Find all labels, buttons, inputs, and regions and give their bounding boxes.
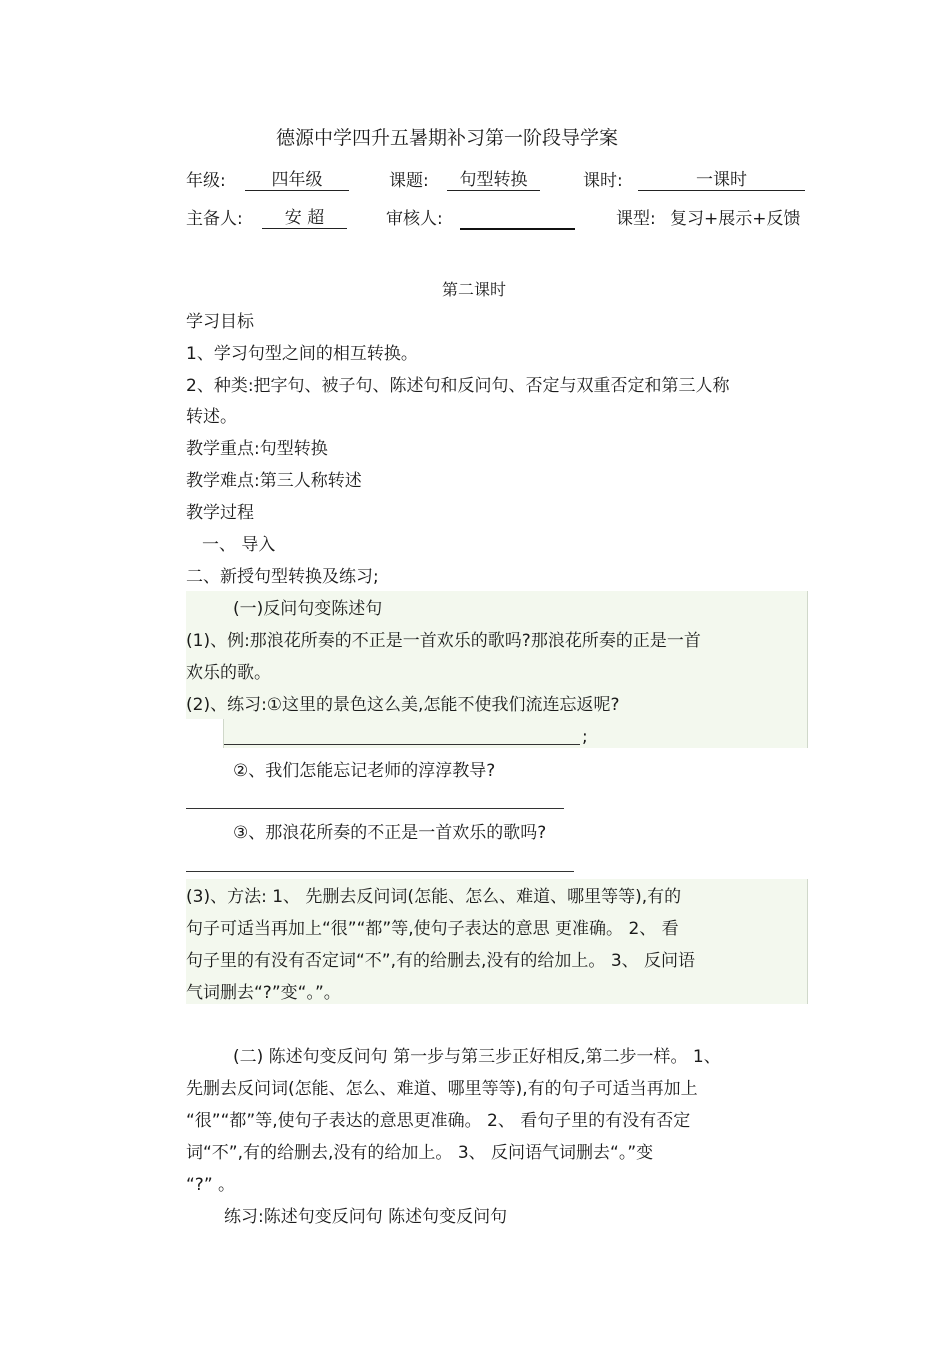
- type-label: 课型:: [616, 209, 656, 229]
- author-value: 安 超: [262, 208, 347, 229]
- objectives-heading: 学习目标: [186, 312, 254, 332]
- answer-line-3: [186, 871, 574, 872]
- type-value: 复习+展示+反馈: [670, 209, 801, 229]
- objective-item-2-cont: 转述。: [186, 407, 237, 427]
- method-line-4: 气词删去“?”变“。”。: [186, 983, 341, 1003]
- topic-value: 句型转换: [447, 170, 540, 191]
- section1-border: [807, 591, 808, 748]
- method-line-2: 句子可适当再加上“很”“都”等,使句子表达的意思 更准确。 2、 看: [186, 919, 679, 939]
- period-label: 课时:: [583, 171, 623, 191]
- method-line-3: 句子里的有没有否定词“不”,有的给删去,没有的给加上。 3、 反问语: [186, 951, 696, 971]
- section1-practice-3: ③、那浪花所奏的不正是一首欢乐的歌吗?: [233, 823, 547, 843]
- topic-label: 课题:: [389, 171, 429, 191]
- grade-value: 四年级: [245, 170, 349, 191]
- key-point: 教学重点:句型转换: [186, 439, 328, 459]
- section2-line-2: 先删去反问词(怎能、怎么、难道、哪里等等),有的句子可适当再加上: [186, 1079, 698, 1099]
- section1-practice-1: (2)、练习:①这里的景色这么美,怎能不使我们流连忘返呢?: [186, 695, 620, 715]
- lesson-heading: 第二课时: [442, 280, 507, 299]
- section1-heading: (一)反问句变陈述句: [233, 599, 383, 619]
- process-step-1: 一、 导入: [202, 535, 276, 555]
- reviewer-value: [460, 208, 575, 230]
- title: 德源中学四升五暑期补习第一阶段导学案: [276, 127, 619, 149]
- section1-example-cont: 欢乐的歌。: [186, 663, 271, 683]
- answer-line-1: [224, 744, 580, 745]
- section1-practice-2: ②、我们怎能忘记老师的淳淳教导?: [233, 761, 496, 781]
- section1-example: (1)、例:那浪花所奏的不正是一首欢乐的歌吗?那浪花所奏的正是一首: [186, 631, 701, 651]
- process-step-2: 二、新授句型转换及练习;: [186, 567, 379, 587]
- process-heading: 教学过程: [186, 503, 254, 523]
- period-value: 一课时: [638, 170, 805, 191]
- reviewer-label: 审核人:: [386, 209, 443, 229]
- section2-line-3: “很”“都”等,使句子表达的意思更准确。 2、 看句子里的有没有否定: [186, 1111, 691, 1131]
- answer-line-1-end: ;: [582, 727, 588, 747]
- section2-practice: 练习:陈述句变反问句 陈述句变反问句: [224, 1207, 508, 1227]
- section2-line-4: 词“不”,有的给删去,没有的给加上。 3、 反问语气词删去“。”变: [186, 1143, 654, 1163]
- method-line-1: (3)、方法: 1、 先删去反问词(怎能、怎么、难道、哪里等等),有的: [186, 887, 682, 907]
- section2-line-1: (二) 陈述句变反问句 第一步与第三步正好相反,第二步一样。 1、: [233, 1047, 721, 1067]
- author-label: 主备人:: [186, 209, 243, 229]
- answer-line-2: [186, 808, 564, 809]
- method-border: [807, 879, 808, 1004]
- objective-item-2: 2、种类:把字句、被子句、陈述句和反问句、否定与双重否定和第三人称: [186, 376, 730, 396]
- grade-label: 年级:: [186, 171, 226, 191]
- section2-line-5: “?” 。: [186, 1175, 236, 1195]
- objective-item-1: 1、学习句型之间的相互转换。: [186, 344, 418, 364]
- difficulty: 教学难点:第三人称转述: [186, 471, 362, 491]
